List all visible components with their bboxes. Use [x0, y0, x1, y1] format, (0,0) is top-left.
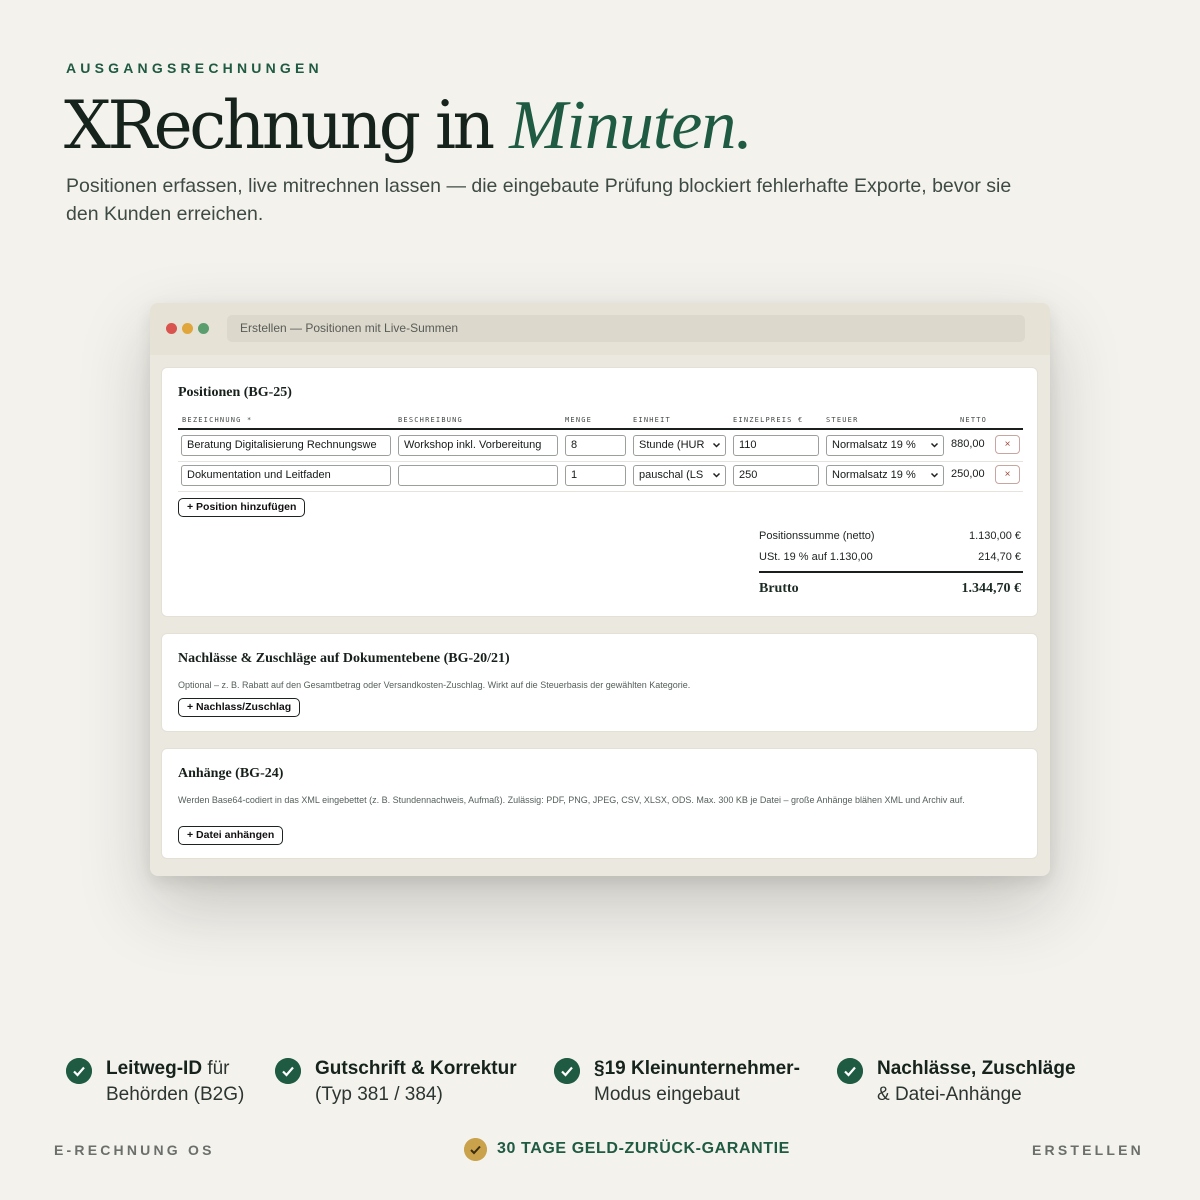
- bezeichnung-input-row-1[interactable]: Beratung Digitalisierung Rechnungswe: [181, 435, 391, 456]
- steuer-select-row-2[interactable]: [826, 465, 944, 486]
- menge-input-row-1[interactable]: 8: [565, 435, 626, 456]
- feature-4-bold: Nachlässe, Zuschläge: [877, 1058, 1076, 1079]
- row-divider: [178, 491, 1023, 492]
- feature-2-line2: (Typ 381 / 384): [315, 1084, 443, 1105]
- headline-plain: XRechnung in: [64, 87, 510, 164]
- beschreibung-input-row-1[interactable]: Workshop inkl. Vorbereitung: [398, 435, 558, 456]
- steuer-value-row-1: Normalsatz 19 %: [832, 439, 916, 451]
- chevron-down-icon: [930, 436, 939, 455]
- headline: [64, 84, 752, 168]
- attachments-note: Werden Base64-codiert in das XML eingebettet (z. B. Stundennachweis, Aufmaß). Zulässig: PDF, PNG, JPEG, CSV, XLSX, ODS. Max. 300 KB je Datei – große Anhänge blähen XML und Archiv auf.: [178, 795, 965, 805]
- headline-accent: Minuten.: [509, 87, 752, 164]
- column-header-einheit: EINHEIT: [633, 416, 671, 424]
- attachments-card: [161, 748, 1038, 859]
- feature-1-rest: für: [202, 1058, 230, 1079]
- feature-4-line2: & Datei-Anhänge: [877, 1084, 1022, 1105]
- net-total-value: 1.130,00 €: [969, 530, 1021, 542]
- feature-3-bold: §19 Kleinunternehmer-: [594, 1058, 800, 1079]
- app-window: [150, 303, 1050, 876]
- discounts-note: Optional – z. B. Rabatt auf den Gesamtbetrag oder Versandkosten-Zuschlag. Wirkt auf die Steuerbasis der gewählten Kategorie.: [178, 680, 691, 690]
- bezeichnung-input-row-2[interactable]: Dokumentation und Leitfaden: [181, 465, 391, 486]
- tax-total-value: 214,70 €: [978, 551, 1021, 563]
- table-header-rule: [178, 428, 1023, 430]
- chevron-down-icon: [712, 466, 721, 485]
- minimize-window-dot[interactable]: [182, 323, 193, 334]
- positions-card: [161, 367, 1038, 617]
- positions-title: Positionen (BG-25): [178, 385, 292, 400]
- check-icon: [66, 1058, 92, 1084]
- row-divider: [178, 461, 1023, 462]
- add-discount-button[interactable]: + Nachlass/Zuschlag: [178, 698, 300, 717]
- einheit-value-row-1: Stunde (HUR: [639, 439, 705, 451]
- discounts-card: [161, 633, 1038, 732]
- feature-1-line2: Behörden (B2G): [106, 1084, 245, 1105]
- einzelpreis-input-row-1[interactable]: 110: [733, 435, 819, 456]
- add-position-button[interactable]: + Position hinzufügen: [178, 498, 305, 517]
- maximize-window-dot[interactable]: [198, 323, 209, 334]
- menge-input-row-2[interactable]: 1: [565, 465, 626, 486]
- attachments-title: Anhänge (BG-24): [178, 766, 284, 781]
- delete-row-button-row-1[interactable]: [995, 435, 1020, 454]
- net-total-label: Positionssumme (netto): [759, 530, 875, 542]
- gross-total-label: Brutto: [759, 581, 799, 596]
- discounts-title: Nachlässe & Zuschläge auf Dokumentebene (BG-20/21): [178, 651, 510, 666]
- check-icon: [275, 1058, 301, 1084]
- gross-total-value: 1.344,70 €: [961, 581, 1021, 596]
- chevron-down-icon: [930, 466, 939, 485]
- steuer-value-row-2: Normalsatz 19 %: [832, 469, 916, 481]
- beschreibung-input-row-2[interactable]: [398, 465, 558, 486]
- netto-value-row-2: 250,00: [951, 468, 985, 480]
- check-icon: [837, 1058, 863, 1084]
- totals-rule: [759, 571, 1023, 573]
- window-title: Erstellen — Positionen mit Live-Summen: [227, 315, 1025, 342]
- column-header-bezeichnung: BEZEICHNUNG *: [182, 416, 253, 424]
- delete-row-button-row-2[interactable]: [995, 465, 1020, 484]
- attach-file-button[interactable]: + Datei anhängen: [178, 826, 283, 845]
- check-icon: [554, 1058, 580, 1084]
- check-icon: [464, 1138, 487, 1161]
- close-window-dot[interactable]: [166, 323, 177, 334]
- steuer-select-row-1[interactable]: [826, 435, 944, 456]
- feature-1-bold: Leitweg-ID: [106, 1058, 203, 1079]
- feature-2-bold: Gutschrift & Korrektur: [315, 1058, 517, 1079]
- close-icon: ×: [1004, 469, 1011, 480]
- eyebrow: AUSGANGSRECHNUNGEN: [66, 60, 323, 76]
- tax-total-label: USt. 19 % auf 1.130,00: [759, 551, 873, 563]
- column-header-steuer: STEUER: [826, 416, 859, 424]
- footer-brand: E-RECHNUNG OS: [54, 1142, 215, 1158]
- title-bar: [150, 303, 1050, 355]
- einzelpreis-input-row-2[interactable]: 250: [733, 465, 819, 486]
- einheit-value-row-2: pauschal (LS: [639, 469, 704, 481]
- feature-3-line2: Modus eingebaut: [594, 1084, 740, 1105]
- einheit-select-row-1[interactable]: [633, 435, 726, 456]
- netto-value-row-1: 880,00: [951, 438, 985, 450]
- einheit-select-row-2[interactable]: [633, 465, 726, 486]
- guarantee-text: 30 TAGE GELD-ZURÜCK-GARANTIE: [497, 1140, 790, 1157]
- chevron-down-icon: [712, 436, 721, 455]
- column-header-einzelpreis: EINZELPREIS €: [733, 416, 804, 424]
- subline: Positionen erfassen, live mitrechnen lassen — die eingebaute Prüfung blockiert fehlerhafte Exporte, bevor sie den Kunden erreichen.: [66, 175, 1012, 225]
- close-icon: ×: [1004, 439, 1011, 450]
- column-header-beschreibung: BESCHREIBUNG: [398, 416, 463, 424]
- column-header-menge: MENGE: [565, 416, 593, 424]
- footer-section: ERSTELLEN: [1031, 1142, 1144, 1158]
- column-header-netto: NETTO: [960, 416, 988, 424]
